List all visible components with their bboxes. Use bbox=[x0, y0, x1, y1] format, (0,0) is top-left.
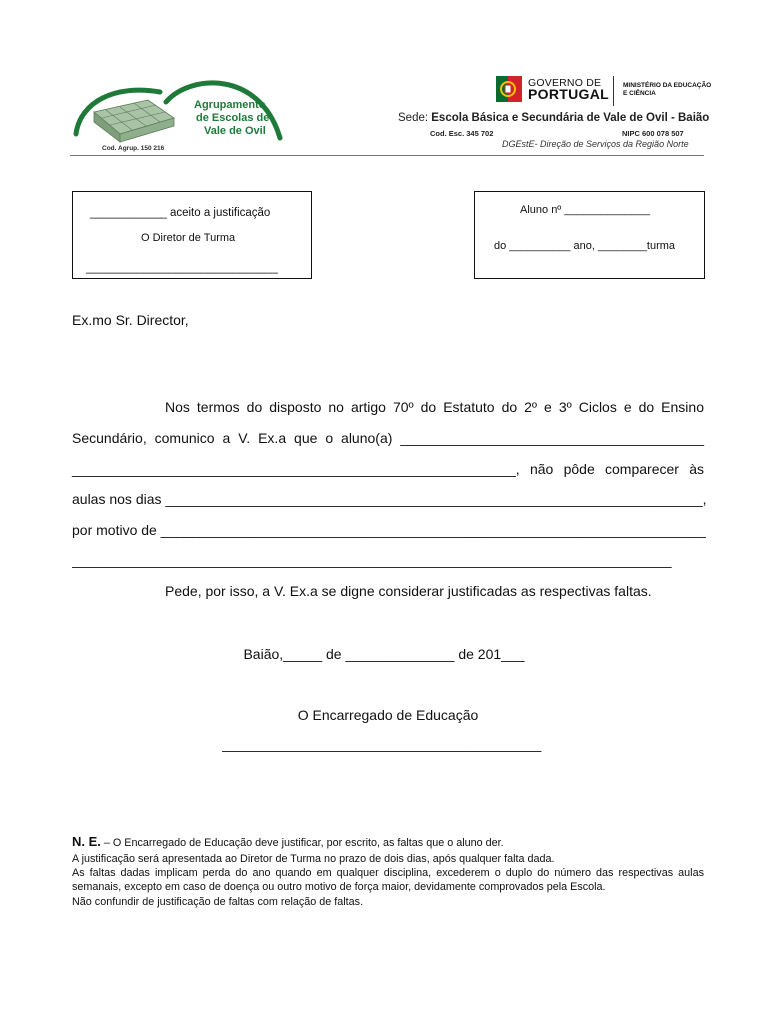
paragraph-1-line-4: aulas nos dias _____________________________________________________________________, bbox=[72, 491, 707, 507]
paragraph-1-line-1: Nos termos do disposto no artigo 70º do Estatuto do 2º e 3º Ciclos e do Ensino bbox=[165, 399, 704, 415]
dgeste-line: DGEstE- Direção de Serviços da Região Norte bbox=[502, 139, 689, 149]
note-line-1 bbox=[72, 835, 704, 850]
paragraph-1-line-5: por motivo de ______________________________________________________________________ bbox=[72, 522, 706, 538]
logo-line-3: Vale de Ovil bbox=[204, 125, 266, 137]
sede-label: Sede: bbox=[398, 112, 429, 124]
signature-line: _________________________________________ bbox=[222, 736, 542, 752]
note-line-1-text: – O Encarregado de Educação deve justificar, por escrito, as faltas que o aluno der. bbox=[100, 837, 504, 849]
header-divider bbox=[70, 155, 704, 156]
student-info-box bbox=[474, 191, 705, 279]
logo-line-1: Agrupamento bbox=[194, 99, 266, 111]
salutation: Ex.mo Sr. Director, bbox=[72, 312, 189, 328]
logo-line-2: de Escolas de bbox=[196, 112, 270, 124]
government-separator bbox=[613, 76, 614, 106]
government-line-1: GOVERNO DE bbox=[528, 77, 602, 89]
paragraph-1-line-6: _____________________________________________________________________________ bbox=[72, 552, 672, 568]
portugal-flag-icon bbox=[494, 72, 524, 106]
school-building-icon bbox=[94, 100, 174, 142]
logo-code: Cod. Agrup. 150 216 bbox=[102, 145, 165, 152]
sede-line bbox=[398, 112, 710, 124]
ministry-line-1: MINISTÉRIO DA EDUCAÇÃO bbox=[623, 82, 712, 89]
nipc-number: NIPC 600 078 507 bbox=[622, 129, 684, 138]
date-line: Baião,_____ de ______________ de 201___ bbox=[243, 646, 525, 662]
note-label: N. E. bbox=[72, 834, 101, 849]
year-class-line: do __________ ano, ________turma bbox=[494, 240, 676, 252]
paragraph-1-line-2: Secundário, comunico a V. Ex.a que o aluno(a) _______________________________________ bbox=[72, 430, 704, 446]
paragraph-2: Pede, por isso, a V. Ex.a se digne considerar justificadas as respectivas faltas. bbox=[165, 583, 652, 599]
approval-line: ____________ aceito a justificação bbox=[90, 207, 271, 219]
government-name bbox=[528, 78, 608, 100]
note-line-2: A justificação será apresentada ao Diretor de Turma no prazo de dois dias, após qualquer falta dada. bbox=[72, 853, 555, 865]
government-line-2: PORTUGAL bbox=[528, 86, 609, 102]
school-logo bbox=[70, 72, 285, 156]
paragraph-1-line-3: _________________________________________________________, não pôde comparecer às bbox=[72, 461, 704, 477]
sede-school-name: Escola Básica e Secundária de Vale de Ovil - Baião bbox=[431, 112, 710, 124]
director-approval-box bbox=[72, 191, 312, 279]
ministry-line-2: E CIÊNCIA bbox=[623, 90, 656, 97]
school-code: Cod. Esc. 345 702 bbox=[430, 129, 494, 138]
director-label: O Diretor de Turma bbox=[141, 232, 236, 244]
student-number-line: Aluno nº ______________ bbox=[520, 204, 651, 216]
note-line-3: As faltas dadas implicam perda do ano quando em qualquer disciplina, excederem o duplo do número das respectivas aulas semanais, excepto em caso de doença ou outro motivo de força maior, devidamente comprovados pela Escola. bbox=[72, 867, 704, 893]
director-signature-line: ______________________________ bbox=[86, 262, 278, 274]
signature-title: O Encarregado de Educação bbox=[297, 707, 479, 723]
note-line-4: Não confundir de justificação de faltas com relação de faltas. bbox=[72, 896, 364, 908]
ministry-name bbox=[623, 82, 713, 98]
